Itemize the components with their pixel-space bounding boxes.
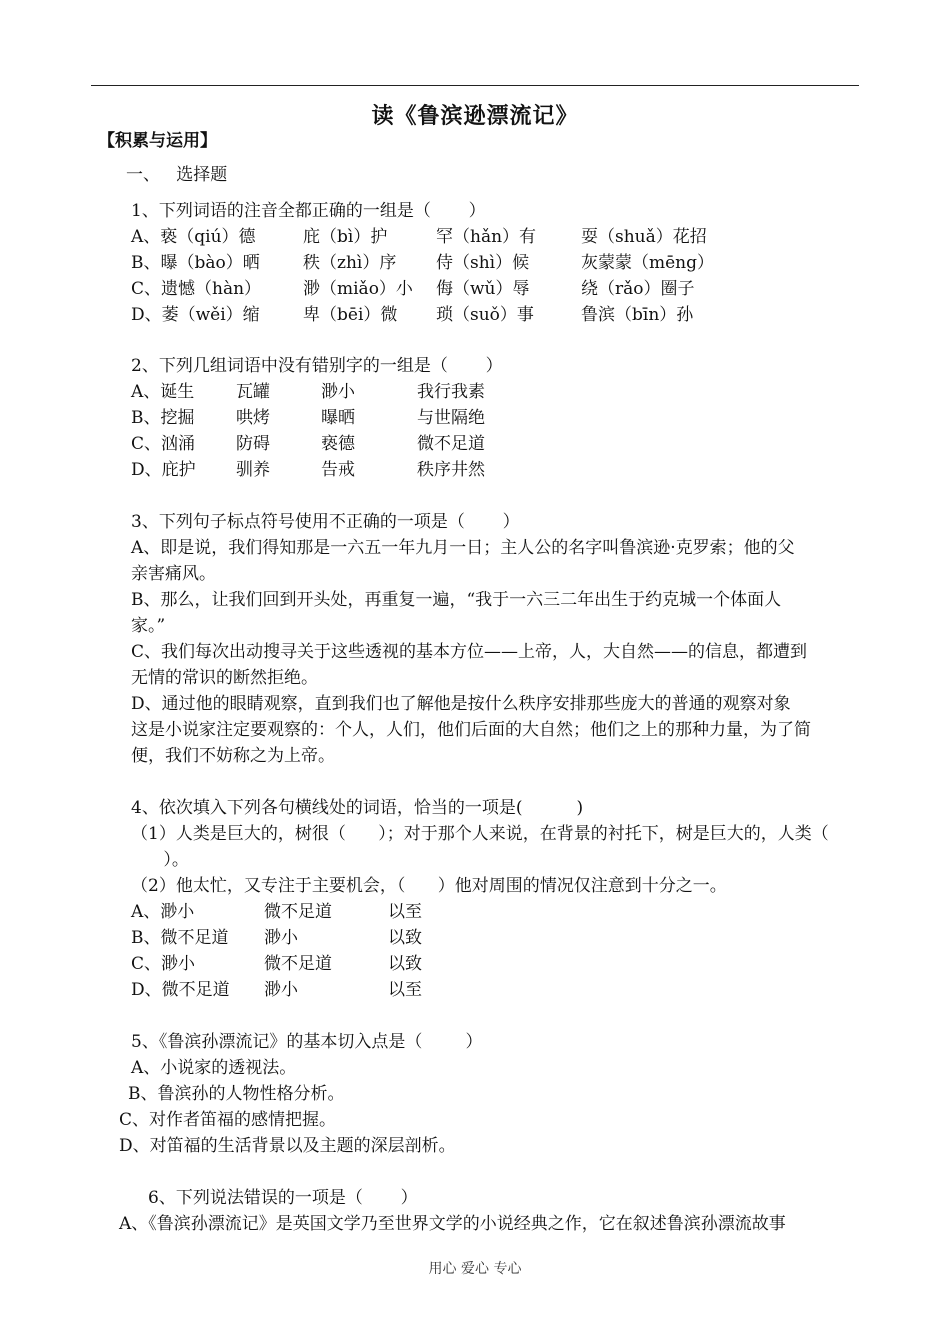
q1-c-c2: 渺（miǎo）小 <box>303 279 413 299</box>
q4-a-c3: 以至 <box>388 902 422 922</box>
q1-c-c4: 绕（rǎo）圈子 <box>581 279 695 299</box>
q2-a-c1: A、诞生 <box>131 382 195 402</box>
q1-d-c1: D、萎（wěi）缩 <box>131 305 260 325</box>
q1-a-c4: 耍（shuǎ）花招 <box>581 227 707 247</box>
q1-b-c2: 秩（zhì）序 <box>303 253 397 273</box>
page-footer: 用心 爱心 专心 <box>428 1261 522 1277</box>
q2-stem: 2、下列几组词语中没有错别字的一组是（ ） <box>131 356 503 376</box>
q1-stem: 1、下列词语的注音全都正确的一组是（ ） <box>131 201 486 221</box>
section-label: 【积累与运用】 <box>98 131 217 151</box>
q4-stem: 4、依次填入下列各句横线处的词语，恰当的一项是( ) <box>131 798 584 818</box>
q5-stem: 5、《鲁滨孙漂流记》的基本切入点是（ ） <box>131 1032 483 1052</box>
q2-c-c1: C、汹涌 <box>131 434 196 454</box>
q2-d-c4: 秩序井然 <box>417 460 485 480</box>
q3-line: B、那么，让我们回到开头处，再重复一遍，“我于一六三二年出生于约克城一个体面人 <box>131 590 782 610</box>
q3-stem: 3、下列句子标点符号使用不正确的一项是（ ） <box>131 512 520 532</box>
q1-a-c1: A、亵（qiú）德 <box>131 227 256 247</box>
q5-option-b: B、鲁滨孙的人物性格分析。 <box>128 1084 345 1104</box>
q4-line: ）。 <box>131 850 189 870</box>
q2-c-c3: 亵德 <box>321 434 355 454</box>
q2-d-c3: 告戒 <box>321 460 355 480</box>
q3-line: 家。” <box>131 616 166 636</box>
q4-b-c3: 以致 <box>388 928 422 948</box>
q4-a-c1: A、渺小 <box>131 902 195 922</box>
q2-b-c1: B、挖掘 <box>131 408 195 428</box>
q2-b-c3: 曝晒 <box>321 408 355 428</box>
q4-c-c3: 以致 <box>388 954 422 974</box>
q4-d-c2: 渺小 <box>264 980 298 1000</box>
q5-option-c: C、对作者笛福的感情把握。 <box>119 1110 337 1130</box>
q3-line: C、我们每次出动搜寻关于这些透视的基本方位——上帝，人，大自然——的信息，都遭到 <box>131 642 808 662</box>
q3-line: D、通过他的眼睛观察，直到我们也了解他是按什么秩序安排那些庞大的普通的观察对象 <box>131 694 791 714</box>
q5-option-a: A、小说家的透视法。 <box>131 1058 297 1078</box>
q6-stem: 6、下列说法错误的一项是（ ） <box>148 1188 418 1208</box>
part-one-heading: 一、 选择题 <box>126 165 228 185</box>
q1-d-c3: 琐（suǒ）事 <box>436 305 534 325</box>
q1-b-c4: 灰蒙蒙（mēng） <box>581 253 715 273</box>
q2-d-c2: 驯养 <box>236 460 270 480</box>
q4-c-c2: 微不足道 <box>264 954 332 974</box>
q4-d-c3: 以至 <box>388 980 422 1000</box>
q2-a-c2: 瓦罐 <box>236 382 270 402</box>
q4-line: （1）人类是巨大的，树很（ ）；对于那个人来说，在背景的衬托下，树是巨大的，人类（ <box>131 824 829 844</box>
q1-b-c3: 侍（shì）候 <box>436 253 530 273</box>
q1-d-c4: 鲁滨（bīn）孙 <box>581 305 694 325</box>
q4-d-c1: D、微不足道 <box>131 980 230 1000</box>
q3-line: A、即是说，我们得知那是一六五一年九月一日；主人公的名字叫鲁滨逊·克罗索；他的父 <box>131 538 795 558</box>
q2-c-c4: 微不足道 <box>417 434 485 454</box>
q4-b-c1: B、微不足道 <box>131 928 229 948</box>
q5-option-d: D、对笛福的生活背景以及主题的深层剖析。 <box>119 1136 456 1156</box>
q4-line: （2）他太忙，又专注于主要机会，（ ）他对周围的情况仅注意到十分之一。 <box>131 876 727 896</box>
q2-a-c3: 渺小 <box>321 382 355 402</box>
q2-b-c4: 与世隔绝 <box>417 408 485 428</box>
q4-c-c1: C、渺小 <box>131 954 196 974</box>
q1-c-c1: C、遗憾（hàn） <box>131 279 262 299</box>
q4-a-c2: 微不足道 <box>264 902 332 922</box>
q6-option-a: A、《鲁滨孙漂流记》是英国文学乃至世界文学的小说经典之作，它在叙述鲁滨孙漂流故事 <box>119 1214 786 1234</box>
q4-b-c2: 渺小 <box>264 928 298 948</box>
q3-line: 这是小说家注定要观察的：个人，人们，他们后面的大自然；他们之上的那种力量，为了简 <box>131 720 811 740</box>
q2-b-c2: 哄烤 <box>236 408 270 428</box>
page-title: 读《鲁滨逊漂流记》 <box>371 103 579 129</box>
q1-a-c2: 庇（bì）护 <box>303 227 388 247</box>
q3-line: 亲害痛风。 <box>131 564 216 584</box>
q2-c-c2: 防碍 <box>236 434 270 454</box>
q1-d-c2: 卑（bēi）微 <box>303 305 398 325</box>
q1-a-c3: 罕（hǎn）有 <box>436 227 537 247</box>
q3-line: 便，我们不妨称之为上帝。 <box>131 746 335 766</box>
q2-a-c4: 我行我素 <box>417 382 485 402</box>
q1-c-c3: 侮（wǔ）辱 <box>436 279 530 299</box>
q2-d-c1: D、庇护 <box>131 460 196 480</box>
header-rule <box>91 85 859 86</box>
q3-line: 无情的常识的断然拒绝。 <box>131 668 318 688</box>
q1-b-c1: B、曝（bào）晒 <box>131 253 260 273</box>
